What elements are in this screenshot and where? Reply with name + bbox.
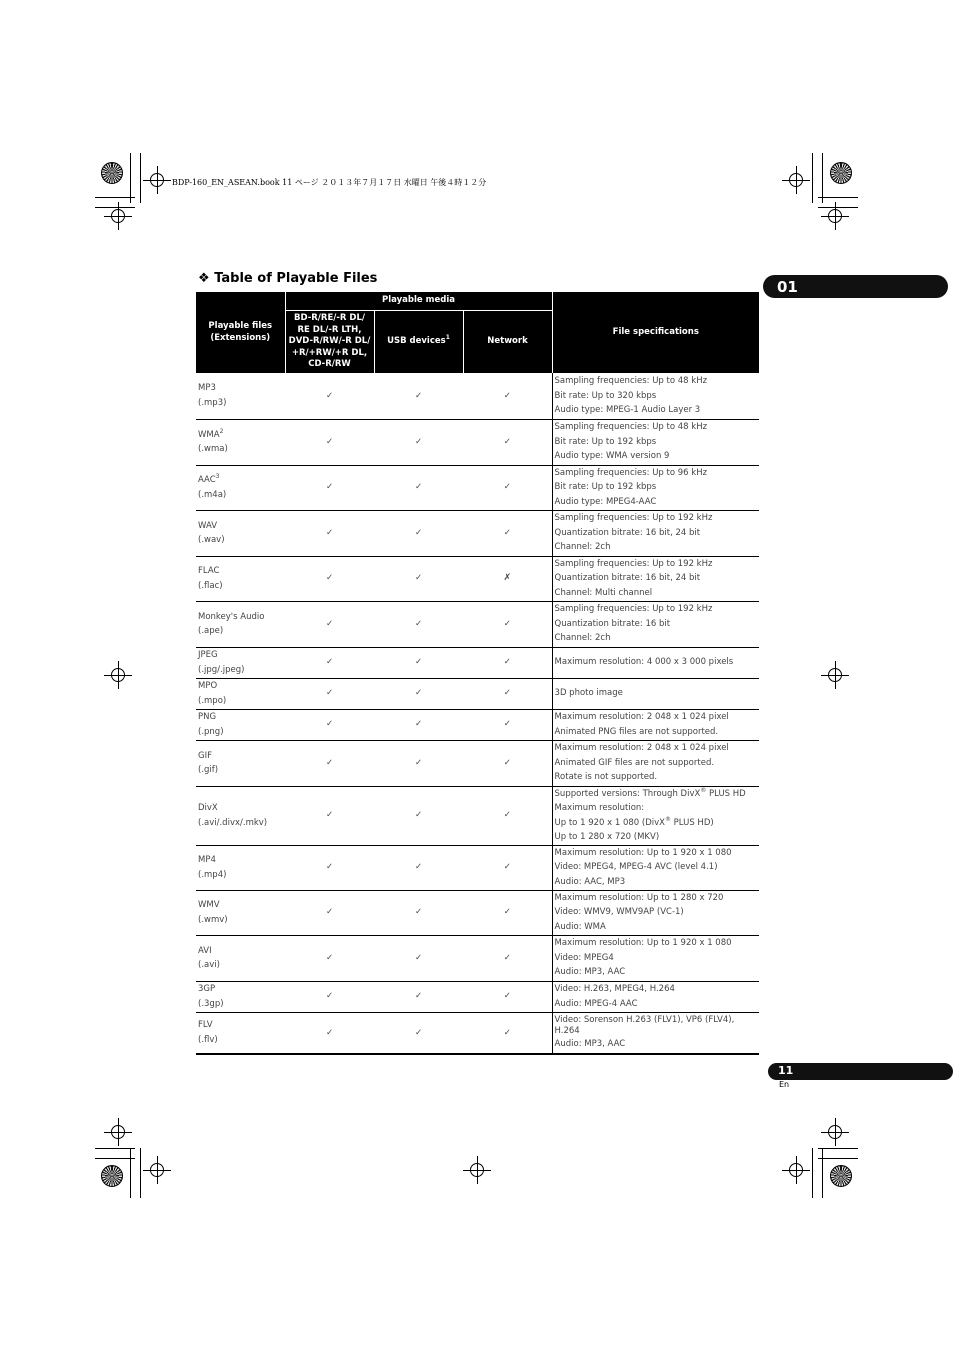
file-format-name: FLV	[198, 1020, 213, 1031]
file-format-cell	[196, 935, 285, 981]
spec-line: Audio: WMA	[554, 921, 606, 932]
file-extension: (.m4a)	[198, 489, 227, 500]
spec-line: Video: Sorenson H.263 (FLV1), VP6 (FLV4), H.264	[554, 1014, 735, 1036]
file-extension: (.wma)	[198, 444, 228, 454]
checkmark-icon: ✓	[374, 709, 463, 740]
spec-line: Video: MPEG4, MPEG-4 AVC (level 4.1)	[554, 862, 718, 873]
section-title-text: Table of Playable Files	[214, 271, 378, 286]
print-header: BDP-160_EN_ASEAN.book 11 ページ ２０１３年７月１７日 水曜日 午後４時１２分	[172, 178, 487, 187]
checkmark-icon: ✓	[285, 786, 374, 845]
spec-line: Maximum resolution: Up to 1 920 x 1 080	[554, 847, 732, 858]
checkmark-icon: ✓	[463, 373, 552, 419]
color-wheel-icon	[830, 162, 852, 184]
spec-line: Audio: MP3, AAC	[554, 967, 626, 978]
file-extension: (.wmv)	[198, 914, 228, 925]
file-extension: (.mp4)	[198, 869, 227, 880]
color-wheel-icon	[101, 162, 123, 184]
cross-icon: ✗	[463, 556, 552, 601]
checkmark-icon: ✓	[374, 786, 463, 845]
checkmark-icon: ✓	[463, 419, 552, 465]
table-row	[196, 678, 759, 709]
registration-mark-icon	[828, 1125, 842, 1139]
checkmark-icon: ✓	[463, 1012, 552, 1054]
checkmark-icon: ✓	[285, 373, 374, 419]
section-title	[198, 271, 377, 286]
spec-line: Animated PNG files are not supported.	[554, 726, 719, 737]
spec-line: Up to 1 280 x 720 (MKV)	[554, 832, 660, 842]
file-format-cell	[196, 601, 285, 647]
registration-mark-icon	[828, 209, 842, 223]
file-format-cell	[196, 678, 285, 709]
playable-files-table	[196, 292, 759, 1055]
header-file-specifications: File specifications	[552, 292, 759, 373]
checkmark-icon: ✓	[374, 601, 463, 647]
spec-line: Sampling frequencies: Up to 192 kHz	[554, 604, 713, 615]
file-format-cell	[196, 890, 285, 935]
file-specifications-cell	[552, 935, 759, 981]
file-specifications-cell	[552, 786, 759, 845]
checkmark-icon: ✓	[463, 740, 552, 786]
color-wheel-icon	[101, 1165, 123, 1187]
file-specifications-cell	[552, 678, 759, 709]
file-format-name: FLAC	[198, 566, 220, 576]
file-extension: (.avi)	[198, 960, 220, 970]
file-format-cell	[196, 740, 285, 786]
file-specifications-cell	[552, 709, 759, 740]
registration-mark-icon	[111, 209, 125, 223]
spec-line: Video: H.263, MPEG4, H.264	[554, 984, 675, 994]
spec-line: Channel: 2ch	[554, 633, 611, 644]
checkmark-icon: ✓	[285, 935, 374, 981]
checkmark-icon: ✓	[374, 419, 463, 465]
checkmark-icon: ✓	[463, 935, 552, 981]
file-extension: (.png)	[198, 726, 224, 737]
table-row	[196, 373, 759, 419]
file-format-name: DivX	[198, 803, 218, 813]
file-extension: (.wav)	[198, 535, 225, 545]
file-specifications-cell	[552, 647, 759, 678]
registration-mark-icon	[150, 1163, 164, 1177]
table-row	[196, 845, 759, 890]
table-row	[196, 935, 759, 981]
header-disc: BD-R/RE/-R DL/ RE DL/-R LTH, DVD-R/RW/-R DL/ +R/+RW/+R DL, CD-R/RW	[285, 310, 374, 373]
spec-line: Maximum resolution: Up to 1 920 x 1 080	[554, 938, 732, 949]
spec-line: Sampling frequencies: Up to 48 kHz	[554, 422, 708, 433]
file-format-name: AAC	[198, 475, 216, 485]
footnote-marker: 2	[219, 427, 224, 435]
checkmark-icon: ✓	[374, 740, 463, 786]
checkmark-icon: ✓	[285, 556, 374, 601]
spec-line: Quantization bitrate: 16 bit, 24 bit	[554, 573, 701, 584]
spec-line: Rotate is not supported.	[554, 772, 658, 783]
table-row	[196, 1012, 759, 1054]
checkmark-icon: ✓	[285, 678, 374, 709]
file-specifications-cell	[552, 740, 759, 786]
checkmark-icon: ✓	[463, 890, 552, 935]
spec-line: Quantization bitrate: 16 bit, 24 bit	[554, 527, 701, 538]
table-row	[196, 709, 759, 740]
language-code: En	[779, 1080, 790, 1089]
checkmark-icon: ✓	[285, 601, 374, 647]
registration-mark-icon	[828, 668, 842, 682]
checkmark-icon: ✓	[463, 465, 552, 510]
file-extension: (.jpg/.jpeg)	[198, 664, 245, 675]
file-specifications-cell	[552, 1012, 759, 1054]
registration-mark-icon	[789, 1163, 803, 1177]
checkmark-icon: ✓	[374, 845, 463, 890]
spec-line: Channel: Multi channel	[554, 587, 653, 598]
page-number-tab	[768, 1063, 953, 1080]
file-format-name: PNG	[198, 712, 217, 722]
checkmark-icon: ✓	[374, 556, 463, 601]
file-format-cell	[196, 510, 285, 556]
file-format-cell	[196, 373, 285, 419]
file-format-cell	[196, 1012, 285, 1054]
checkmark-icon: ✓	[374, 935, 463, 981]
spec-line: Audio: AAC, MP3	[554, 876, 626, 887]
spec-line: Audio type: MPEG4-AAC	[554, 496, 657, 507]
file-specifications-cell	[552, 373, 759, 419]
file-specifications-cell	[552, 419, 759, 465]
checkmark-icon: ✓	[374, 890, 463, 935]
file-format-name: WMV	[198, 900, 220, 910]
file-format-name: 3GP	[198, 984, 216, 994]
spec-line: Audio type: WMA version 9	[554, 451, 670, 462]
spec-line: Maximum resolution: 2 048 x 1 024 pixel	[554, 712, 729, 722]
spec-line: Up to 1 920 x 1 080 (DivX® PLUS HD)	[554, 815, 714, 828]
spec-line: Maximum resolution: Up to 1 280 x 720	[554, 892, 724, 903]
color-wheel-icon	[830, 1165, 852, 1187]
spec-line: Channel: 2ch	[554, 542, 611, 553]
checkmark-icon: ✓	[463, 845, 552, 890]
page-number: 11	[778, 1064, 794, 1077]
registration-mark-icon	[111, 1125, 125, 1139]
file-format-name: Monkey's Audio	[198, 611, 265, 622]
chapter-tab	[763, 275, 948, 298]
file-format-cell	[196, 786, 285, 845]
file-extension: (.avi/.divx/.mkv)	[198, 817, 268, 828]
footnote-marker: 3	[215, 473, 220, 481]
checkmark-icon: ✓	[463, 709, 552, 740]
file-format-cell	[196, 709, 285, 740]
table-row	[196, 981, 759, 1012]
file-format-name: WMA	[198, 429, 220, 440]
file-specifications-cell	[552, 890, 759, 935]
registration-mark-icon	[111, 668, 125, 682]
checkmark-icon: ✓	[463, 601, 552, 647]
file-format-name: GIF	[198, 750, 212, 761]
file-extension: (.mp3)	[198, 397, 227, 408]
header-playable-files: Playable files (Extensions)	[196, 292, 285, 373]
header-playable-media: Playable media	[285, 292, 552, 310]
file-extension: (.3gp)	[198, 998, 224, 1009]
file-format-cell	[196, 647, 285, 678]
file-format-name: JPEG	[198, 650, 218, 660]
spec-line: Audio type: MPEG-1 Audio Layer 3	[554, 405, 701, 415]
checkmark-icon: ✓	[285, 419, 374, 465]
file-format-cell	[196, 419, 285, 465]
diamond-bullet-icon: ❖	[198, 271, 210, 286]
table-row	[196, 601, 759, 647]
table-row	[196, 740, 759, 786]
chapter-number: 01	[777, 278, 798, 296]
header-usb-devices: USB devices$^1$	[374, 310, 463, 373]
checkmark-icon: ✓	[374, 373, 463, 419]
spec-line: Audio: MP3, AAC	[554, 1038, 626, 1049]
checkmark-icon: ✓	[285, 709, 374, 740]
registered-mark: ®	[664, 815, 671, 823]
file-extension: (.gif)	[198, 765, 219, 775]
spec-line: Maximum resolution: 2 048 x 1 024 pixel	[554, 743, 729, 754]
checkmark-icon: ✓	[374, 510, 463, 556]
spec-line: Supported versions: Through DivX® PLUS HD	[554, 786, 746, 799]
checkmark-icon: ✓	[374, 1012, 463, 1054]
file-format-name: MPO	[198, 681, 218, 691]
footnote-marker: 1	[445, 334, 450, 342]
checkmark-icon: ✓	[285, 890, 374, 935]
spec-line: Quantization bitrate: 16 bit	[554, 618, 671, 629]
table-row	[196, 786, 759, 845]
table-row	[196, 465, 759, 510]
spec-line: Sampling frequencies: Up to 192 kHz	[554, 558, 713, 569]
checkmark-icon: ✓	[285, 1012, 374, 1054]
checkmark-icon: ✓	[463, 678, 552, 709]
checkmark-icon: ✓	[285, 647, 374, 678]
registration-mark-icon	[150, 173, 164, 187]
file-extension: (.ape)	[198, 626, 224, 636]
table-row	[196, 890, 759, 935]
file-format-cell	[196, 465, 285, 510]
checkmark-icon: ✓	[374, 647, 463, 678]
spec-line: Audio: MPEG-4 AAC	[554, 998, 638, 1009]
spec-line: 3D photo image	[554, 688, 623, 699]
checkmark-icon: ✓	[374, 465, 463, 510]
spec-line: Bit rate: Up to 320 kbps	[554, 390, 657, 401]
checkmark-icon: ✓	[285, 740, 374, 786]
file-specifications-cell	[552, 845, 759, 890]
spec-line: Video: WMV9, WMV9AP (VC-1)	[554, 907, 684, 918]
file-format-name: MP3	[198, 383, 216, 394]
spec-line: Sampling frequencies: Up to 96 kHz	[554, 467, 708, 478]
table-row	[196, 647, 759, 678]
file-specifications-cell	[552, 510, 759, 556]
checkmark-icon: ✓	[463, 647, 552, 678]
file-format-name: AVI	[198, 945, 212, 956]
checkmark-icon: ✓	[285, 845, 374, 890]
spec-line: Maximum resolution:	[554, 803, 645, 813]
checkmark-icon: ✓	[285, 981, 374, 1012]
spec-line: Bit rate: Up to 192 kbps	[554, 482, 657, 493]
spec-line: Sampling frequencies: Up to 192 kHz	[554, 513, 713, 524]
registration-mark-icon	[470, 1163, 484, 1177]
file-specifications-cell	[552, 601, 759, 647]
spec-line: Sampling frequencies: Up to 48 kHz	[554, 376, 708, 386]
checkmark-icon: ✓	[285, 510, 374, 556]
file-extension: (.flv)	[198, 1034, 218, 1045]
file-format-cell	[196, 981, 285, 1012]
table-row	[196, 510, 759, 556]
checkmark-icon: ✓	[463, 981, 552, 1012]
checkmark-icon: ✓	[463, 786, 552, 845]
table-row	[196, 556, 759, 601]
file-specifications-cell	[552, 465, 759, 510]
spec-line: Video: MPEG4	[554, 952, 614, 963]
file-extension: (.mpo)	[198, 695, 227, 706]
file-specifications-cell	[552, 556, 759, 601]
registered-mark: ®	[700, 786, 707, 794]
file-format-cell	[196, 845, 285, 890]
spec-line: Bit rate: Up to 192 kbps	[554, 436, 657, 447]
checkmark-icon: ✓	[374, 981, 463, 1012]
checkmark-icon: ✓	[463, 510, 552, 556]
file-format-name: WAV	[198, 520, 218, 531]
registration-mark-icon	[789, 173, 803, 187]
checkmark-icon: ✓	[285, 465, 374, 510]
spec-line: Animated GIF files are not supported.	[554, 757, 715, 768]
file-extension: (.flac)	[198, 580, 223, 591]
spec-line: Maximum resolution: 4 000 x 3 000 pixels	[554, 657, 734, 668]
checkmark-icon: ✓	[374, 678, 463, 709]
table-row	[196, 419, 759, 465]
file-format-name: MP4	[198, 855, 216, 865]
file-format-cell	[196, 556, 285, 601]
header-network: Network	[463, 310, 552, 373]
file-specifications-cell	[552, 981, 759, 1012]
